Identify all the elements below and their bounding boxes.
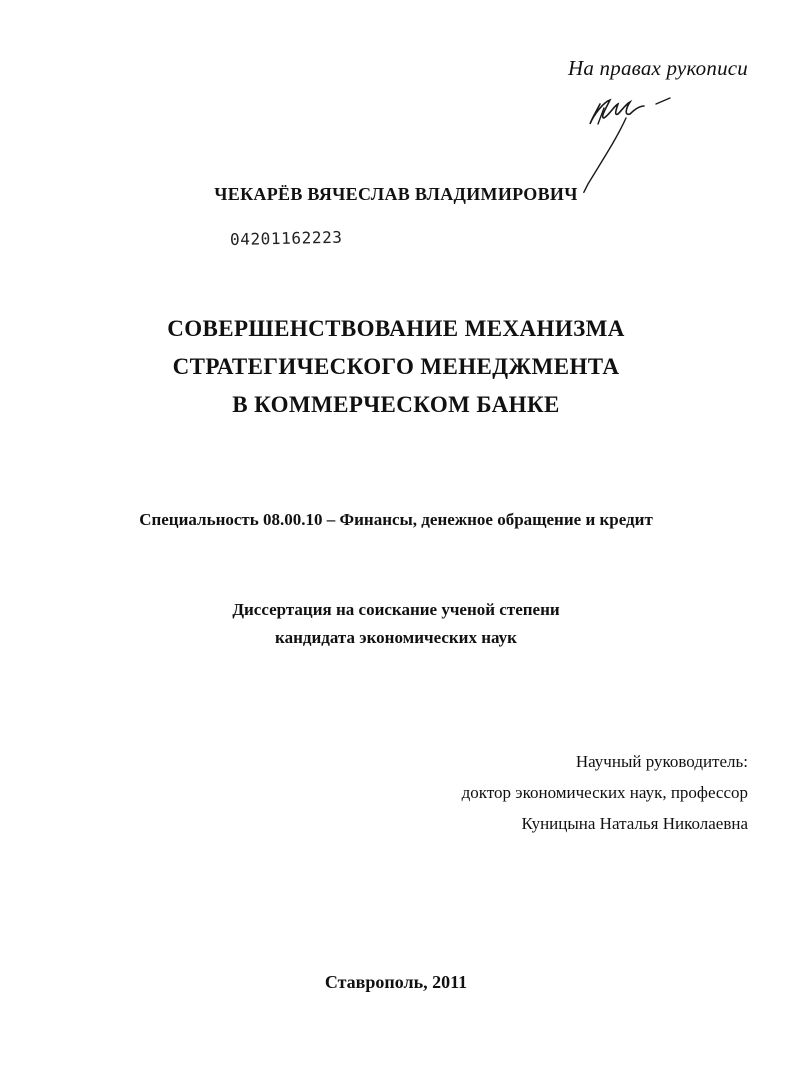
- degree-line: Диссертация на соискание ученой степени: [232, 600, 560, 619]
- scientific-advisor: [462, 746, 748, 839]
- advisor-name: Куницына Наталья Николаевна: [521, 814, 748, 833]
- degree-statement: [0, 596, 792, 652]
- author-name: ЧЕКАРЁВ ВЯЧЕСЛАВ ВЛАДИМИРОВИЧ: [214, 184, 578, 204]
- advisor-heading: Научный руководитель:: [575, 752, 748, 771]
- degree-line: кандидата экономических наук: [275, 628, 517, 647]
- title-line: В КОММЕРЧЕСКОМ БАНКЕ: [232, 392, 560, 417]
- registration-number: 04201162223: [229, 227, 343, 249]
- title-line: СТРАТЕГИЧЕСКОГО МЕНЕДЖМЕНТА: [172, 354, 620, 379]
- title-line: СОВЕРШЕНСТВОВАНИЕ МЕХАНИЗМА: [167, 316, 625, 341]
- city-year: Ставрополь, 2011: [324, 972, 468, 992]
- dissertation-title: [0, 310, 792, 424]
- rights-note: На правах рукописи: [568, 56, 748, 80]
- advisor-degree: доктор экономических наук, профессор: [461, 783, 748, 802]
- specialty: Специальность 08.00.10 – Финансы, денежное обращение и кредит: [139, 510, 653, 529]
